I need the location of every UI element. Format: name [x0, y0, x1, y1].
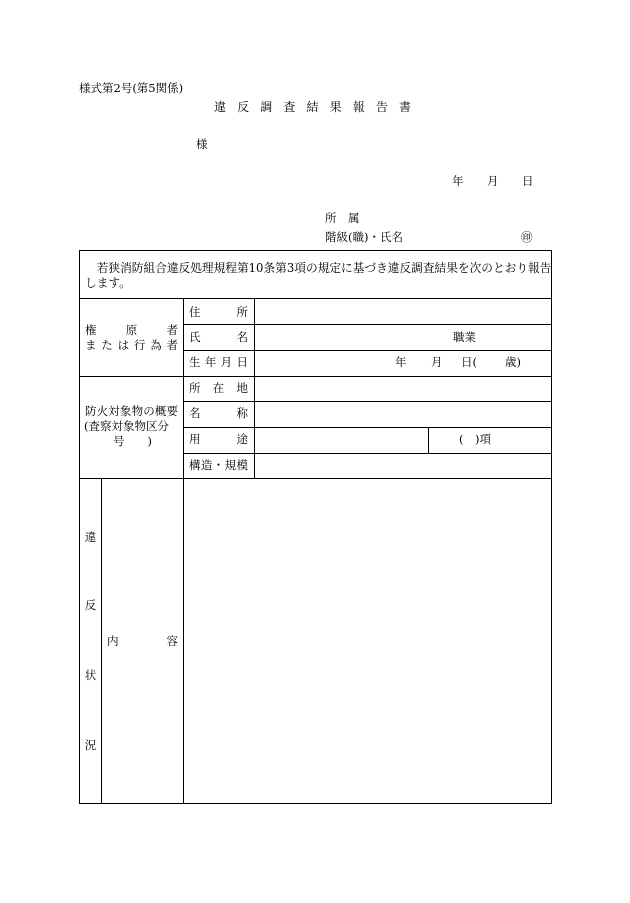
birthdate-month-label: 月 [431, 355, 443, 369]
structure-scale-label: 構造・規模 [189, 458, 248, 472]
document-title: 違 反 調 査 結 果 報 告 書 [214, 100, 411, 114]
use-item-label: ( )項 [459, 432, 491, 446]
table-rule [183, 350, 552, 351]
affiliation-label: 所 属 [325, 211, 360, 225]
name-label: 氏 名 [189, 330, 248, 344]
intro-text-line: 若狭消防組合違反処理規程第10条第3項の規定に基づき違反調査結果を次のとおり報告 [85, 261, 552, 275]
property-group-label: 号 ) [113, 434, 152, 448]
table-rule [101, 478, 102, 803]
violation-section-char: 違 [84, 530, 97, 544]
table-rule [79, 298, 552, 299]
table-rule [183, 298, 184, 803]
location-label: 所 在 地 [189, 381, 248, 395]
date-year-label: 年 [452, 174, 464, 188]
intro-text-line: します。 [85, 276, 131, 290]
party-group-label: ま た は 行 為 者 [85, 338, 178, 352]
seal-mark: ㊞ [521, 230, 533, 244]
table-rule [183, 401, 552, 402]
use-label: 用 途 [189, 432, 248, 446]
date-month-label: 月 [487, 174, 499, 188]
form-number: 様式第2号(第5関係) [79, 81, 184, 95]
table-rule [183, 324, 552, 325]
birthdate-day-label: 日( [461, 355, 477, 369]
violation-section-char: 反 [84, 598, 97, 612]
table-rule [183, 427, 552, 428]
violation-content-label: 内 容 [107, 634, 178, 648]
table-rule [79, 376, 552, 377]
date-day-label: 日 [522, 174, 534, 188]
property-group-label: (査察対象物区分 [84, 419, 169, 433]
addressee-suffix: 様 [196, 137, 208, 151]
table-rule [183, 453, 552, 454]
property-name-label: 名 称 [189, 406, 248, 420]
property-group-label: 防火対象物の概要 [85, 404, 178, 418]
occupation-label: 職業 [453, 330, 476, 344]
rank-name-label: 階級(職)・氏名 [325, 230, 403, 244]
table-rule [79, 478, 552, 479]
birthdate-year-label: 年 [395, 355, 407, 369]
violation-section-char: 状 [84, 668, 97, 682]
address-label: 住 所 [189, 305, 248, 319]
party-group-label: 権 原 者 [85, 323, 178, 337]
violation-section-char: 況 [84, 738, 97, 752]
table-rule [428, 427, 429, 453]
table-rule [254, 298, 255, 478]
age-suffix-label: 歳) [505, 355, 521, 369]
birthdate-label: 生 年 月 日 [189, 355, 248, 369]
